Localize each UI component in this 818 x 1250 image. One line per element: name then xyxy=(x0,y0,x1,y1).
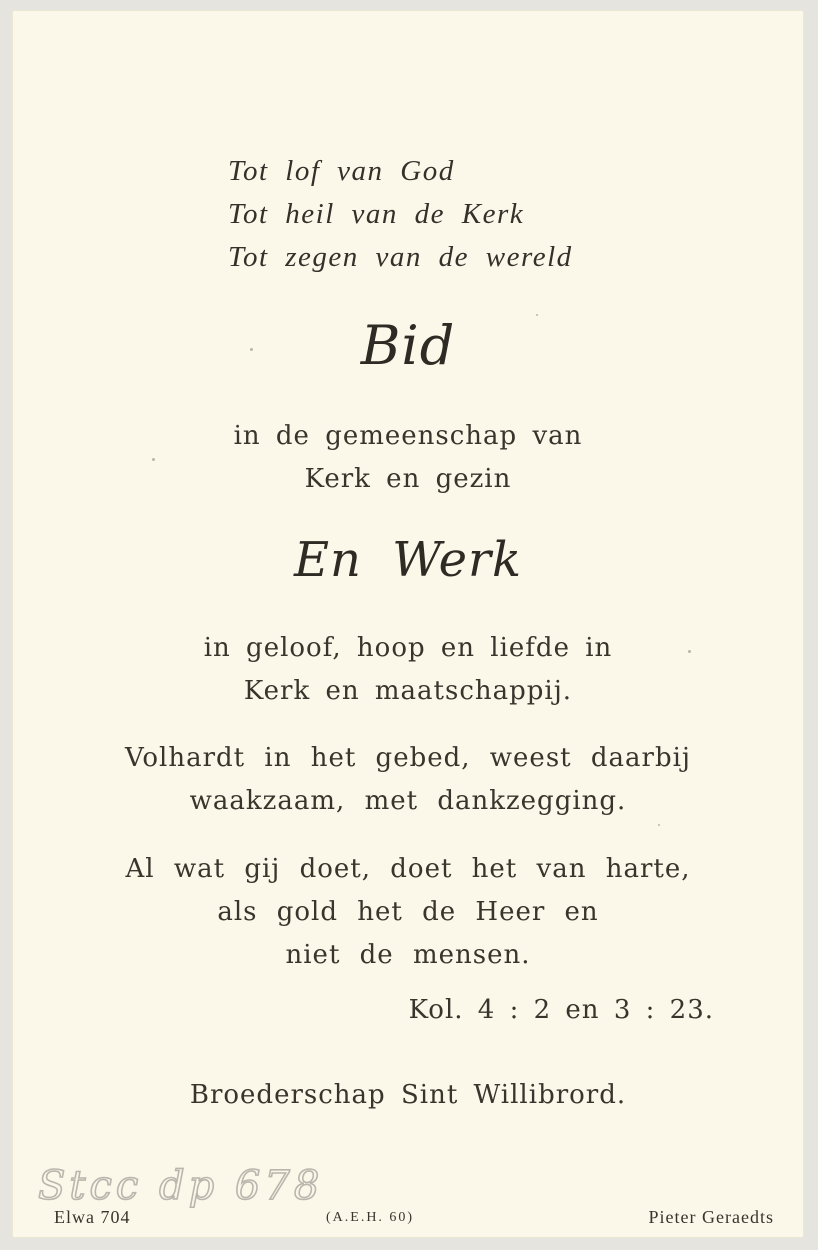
pray-text-line-1: in de gemeenschap van xyxy=(233,421,583,451)
motto-line-2: Tot heil van de Kerk xyxy=(228,198,525,230)
paper-speck xyxy=(536,314,538,316)
verse-vigilance-line-2: waakzaam, met dankzegging. xyxy=(189,786,627,816)
verse-wholeheartedly-line-3: niet de mensen. xyxy=(285,940,531,970)
work-text xyxy=(12,627,804,713)
paper-speck xyxy=(250,348,253,351)
archive-pencil-text: Stcc dp 678 xyxy=(38,1163,324,1209)
motto-line-1: Tot lof van God xyxy=(228,155,455,187)
verse-wholeheartedly-line-1: Al wat gij doet, doet het van harte, xyxy=(125,854,691,884)
paper-speck xyxy=(658,824,660,826)
prayer-card xyxy=(12,10,804,1238)
verse-vigilance xyxy=(12,737,804,823)
work-text-line-1: in geloof, hoop en liefde in xyxy=(203,633,613,663)
motto-line-3: Tot zegen van de wereld xyxy=(228,241,573,273)
verse-wholeheartedly-line-2: als gold het de Heer en xyxy=(217,897,599,927)
footer-artist: Pieter Geraedts xyxy=(648,1207,774,1227)
footer-publisher-code: Elwa 704 xyxy=(54,1207,131,1227)
pray-text-line-2: Kerk en gezin xyxy=(304,464,512,494)
bible-reference: Kol. 4 : 2 en 3 : 23. xyxy=(408,995,714,1025)
verse-vigilance-line-1: Volhardt in het gebed, weest daarbij xyxy=(125,743,691,773)
heading-en-werk: En Werk xyxy=(293,532,523,588)
paper-speck xyxy=(688,650,691,653)
paper-speck xyxy=(152,458,155,461)
motto xyxy=(228,150,573,279)
footer-approval: (A.E.H. 60) xyxy=(326,1210,415,1225)
brotherhood-name: Broederschap Sint Willibrord. xyxy=(189,1080,627,1110)
pray-text xyxy=(12,415,804,501)
heading-bid: Bid xyxy=(360,314,456,377)
work-text-line-2: Kerk en maatschappij. xyxy=(243,676,573,706)
verse-wholeheartedly xyxy=(12,848,804,977)
archive-pencil-mark xyxy=(34,1153,324,1215)
